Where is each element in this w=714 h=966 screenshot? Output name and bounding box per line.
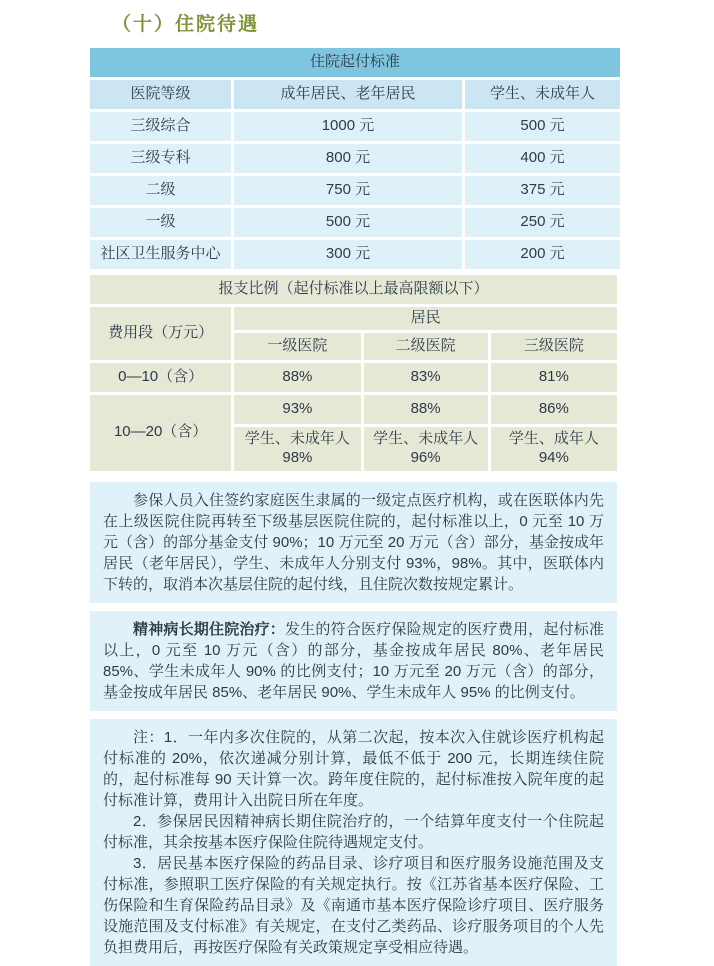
cell-student-amount: 250 元 bbox=[465, 208, 620, 237]
reimbursement-table-title-row bbox=[90, 275, 617, 304]
header-level2-hospital: 二级医院 bbox=[364, 333, 488, 360]
cell-hospital-level: 三级专科 bbox=[90, 144, 231, 173]
cell-ratio-level3: 81% bbox=[491, 363, 617, 392]
cell-student-amount: 500 元 bbox=[465, 112, 620, 141]
table-row bbox=[90, 395, 617, 424]
table-row bbox=[90, 112, 620, 141]
cell-student-ratio-level2 bbox=[364, 427, 488, 471]
header-fee-band: 费用段（万元） bbox=[90, 307, 231, 360]
cell-student-amount: 400 元 bbox=[465, 144, 620, 173]
page-title: （十）住院待遇 bbox=[112, 14, 260, 35]
paragraph-body: 发生的符合医疗保险规定的医疗费用，起付标准以上，0 元至 10 万元（含）的部分，基金按成年居民 80%、老年居民 85%、学生未成年人 90% 的比例支付；10 万元至 20 万元（含）的部分，基金按成年居民 85%、老年居民 90%、学生未成年人 95% 的比例支付。 bbox=[103, 620, 604, 701]
cell-adult-amount: 800 元 bbox=[234, 144, 462, 173]
cell-ratio-level1: 88% bbox=[234, 363, 360, 392]
header-hospital-level: 医院等级 bbox=[90, 80, 231, 109]
header-adult-residents: 成年居民、老年居民 bbox=[234, 80, 462, 109]
student-ratio-value: 98% bbox=[282, 448, 313, 466]
cell-adult-amount: 1000 元 bbox=[234, 112, 462, 141]
table-row bbox=[90, 144, 620, 173]
cell-hospital-level: 二级 bbox=[90, 176, 231, 205]
cell-ratio-level3: 86% bbox=[491, 395, 617, 424]
reimbursement-table-title: 报支比例（起付标准以上最高限额以下） bbox=[90, 275, 617, 304]
reimbursement-table bbox=[87, 272, 620, 474]
cell-fee-band: 0—10（含） bbox=[90, 363, 231, 392]
deductible-table-title-row bbox=[90, 48, 620, 77]
cell-adult-amount: 750 元 bbox=[234, 176, 462, 205]
cell-hospital-level: 一级 bbox=[90, 208, 231, 237]
header-students-minors: 学生、未成年人 bbox=[465, 80, 620, 109]
cell-adult-amount: 300 元 bbox=[234, 240, 462, 269]
paragraph-block-psychiatric bbox=[90, 611, 617, 711]
cell-student-amount: 200 元 bbox=[465, 240, 620, 269]
student-ratio-value: 94% bbox=[538, 448, 569, 466]
deductible-table-title: 住院起付标准 bbox=[90, 48, 620, 77]
table-row bbox=[90, 176, 620, 205]
student-group-label: 学生、成年人 bbox=[508, 430, 599, 447]
student-ratio-value: 96% bbox=[410, 448, 441, 466]
notes-block bbox=[90, 719, 617, 966]
cell-ratio-level2: 88% bbox=[364, 395, 488, 424]
reimbursement-group-header-row bbox=[90, 307, 617, 330]
paragraph-lead: 精神病长期住院治疗： bbox=[133, 620, 285, 638]
cell-ratio-level2: 83% bbox=[364, 363, 488, 392]
header-level3-hospital: 三级医院 bbox=[491, 333, 617, 360]
deductible-table bbox=[87, 45, 623, 272]
cell-adult-amount: 500 元 bbox=[234, 208, 462, 237]
table-row bbox=[90, 240, 620, 269]
note-item: 2．参保居民因精神病长期住院治疗的，一个结算年度支付一个住院起付标准，其余按基本医疗保险住院待遇规定支付。 bbox=[103, 812, 604, 851]
paragraph-text bbox=[103, 619, 604, 703]
header-level1-hospital: 一级医院 bbox=[234, 333, 360, 360]
document-page bbox=[90, 9, 617, 966]
paragraph-block-family-doctor bbox=[90, 482, 617, 603]
table-row bbox=[90, 363, 617, 392]
table-row bbox=[90, 208, 620, 237]
student-group-label: 学生、未成年人 bbox=[244, 430, 350, 447]
note-item: 3．居民基本医疗保险的药品目录、诊疗项目和医疗服务设施范围及支付标准，参照职工医疗保险的有关规定执行。按《江苏省基本医疗保险、工伤保险和生育保险药品目录》及《南通市基本医疗保险诊疗项目、医疗服务设施范围及支付标准》有关规定，在支付乙类药品、诊疗服务项目的个人先负担费用后，再按医疗保险有关政策规定享受相应待遇。 bbox=[103, 854, 604, 956]
cell-student-ratio-level3 bbox=[491, 427, 617, 471]
cell-student-amount: 375 元 bbox=[465, 176, 620, 205]
cell-fee-band: 10—20（含） bbox=[90, 395, 231, 471]
student-group-label: 学生、未成年人 bbox=[373, 430, 479, 447]
cell-hospital-level: 三级综合 bbox=[90, 112, 231, 141]
cell-ratio-level1: 93% bbox=[234, 395, 360, 424]
header-residents-group: 居民 bbox=[234, 307, 617, 330]
cell-hospital-level: 社区卫生服务中心 bbox=[90, 240, 231, 269]
cell-student-ratio-level1 bbox=[234, 427, 360, 471]
note-item: 注：1．一年内多次住院的，从第二次起，按本次入住就诊医疗机构起付标准的 20%，依次递减分别计算，最低不低于 200 元，长期连续住院的，起付标准每 90 天计算一次。跨年度住院的，起付标准按入院年度的起付标准计算，费用计入出院日所在年度。 bbox=[103, 728, 604, 809]
paragraph-text: 参保人员入住签约家庭医生隶属的一级定点医疗机构，或在医联体内先在上级医院住院再转至下级基层医院住院的，起付标准以上，0 元至 10 万元（含）的部分基金支付 90%；10 万元至 20 万元（含）部分，基金按成年居民（老年居民），学生、未成年人分别支付 93%，98%。其中，医联体内下转的，取消本次基层住院的起付线，且住院次数按规定累计。 bbox=[103, 491, 604, 593]
deductible-table-header-row bbox=[90, 80, 620, 109]
